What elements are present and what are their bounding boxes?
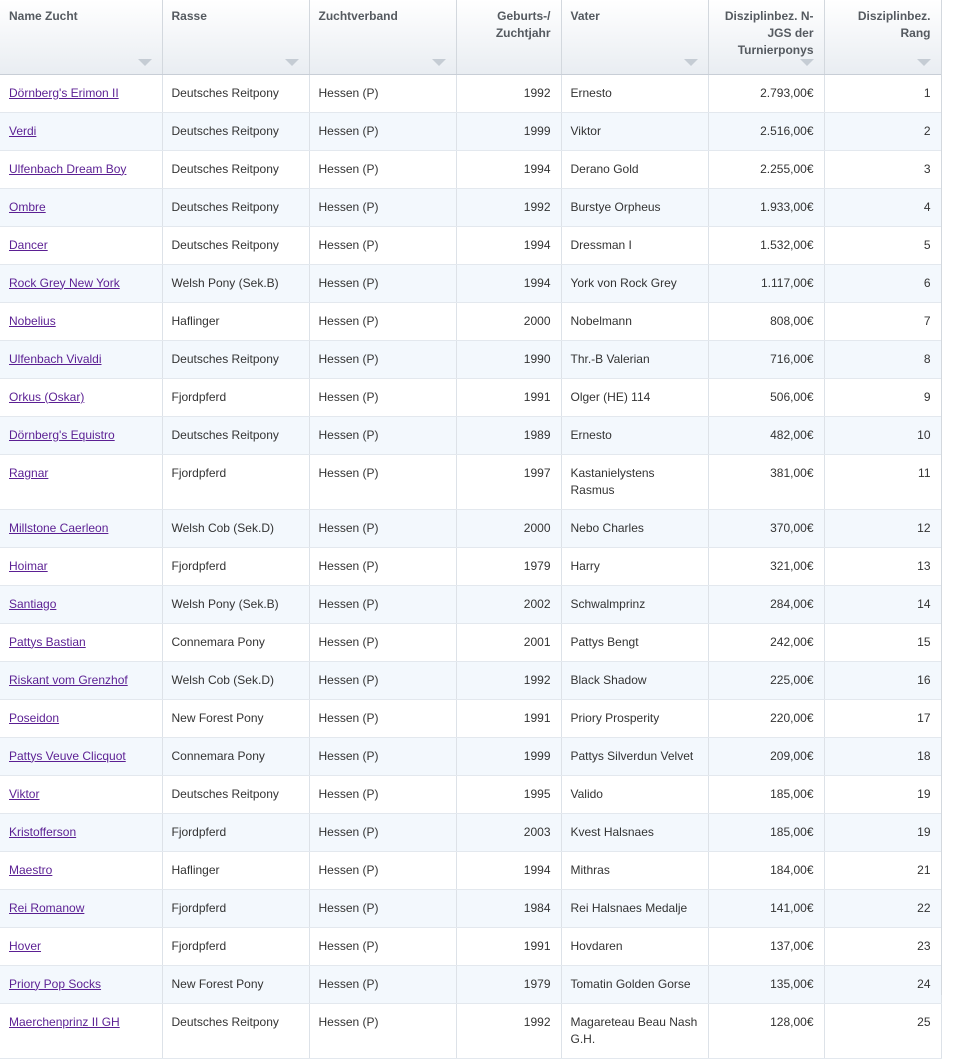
cell-zuchtverband: Hessen (P) [309,965,456,1003]
table-row [0,661,941,699]
cell-rang: 6 [824,264,941,302]
table-row [0,775,941,813]
cell-zuchtverband: Hessen (P) [309,226,456,264]
cell-zuchtverband: Hessen (P) [309,737,456,775]
cell-vater: Burstye Orpheus [561,188,708,226]
table-row [0,927,941,965]
cell-name [0,340,162,378]
cell-name [0,378,162,416]
cell-rasse: Deutsches Reitpony [162,1003,309,1058]
cell-jahr: 1990 [456,340,561,378]
cell-zuchtverband: Hessen (P) [309,889,456,927]
cell-vater: Hovdaren [561,927,708,965]
horse-name-link[interactable]: Millstone Caerleon [9,520,109,535]
horse-name-link[interactable]: Kristofferson [9,824,77,839]
horse-name-link[interactable]: Ragnar [9,465,49,480]
horse-name-link[interactable]: Hover [9,938,42,953]
cell-name [0,851,162,889]
column-header-label: Vater [570,9,600,23]
horse-name-link[interactable]: Nobelius [9,313,56,328]
cell-jahr: 1994 [456,226,561,264]
cell-name [0,965,162,1003]
column-header-betrag[interactable] [708,0,824,74]
cell-jahr: 2000 [456,302,561,340]
horse-name-link[interactable]: Santiago [9,596,57,611]
cell-vater: Harry [561,547,708,585]
column-header-vater[interactable] [561,0,708,74]
cell-name [0,509,162,547]
horse-name-link[interactable]: Priory Pop Socks [9,976,102,991]
cell-jahr: 2001 [456,623,561,661]
cell-vater: Black Shadow [561,661,708,699]
column-header-rasse[interactable] [162,0,309,74]
cell-zuchtverband: Hessen (P) [309,74,456,112]
table-row [0,585,941,623]
cell-betrag: 135,00€ [708,965,824,1003]
horse-name-link[interactable]: Verdi [9,123,37,138]
cell-rang: 12 [824,509,941,547]
cell-rasse: Deutsches Reitpony [162,775,309,813]
cell-rasse: Welsh Pony (Sek.B) [162,264,309,302]
cell-name [0,188,162,226]
table-row [0,150,941,188]
cell-vater: Magareteau Beau Nash G.H. [561,1003,708,1058]
cell-vater: Derano Gold [561,150,708,188]
cell-rang: 16 [824,661,941,699]
cell-jahr: 1995 [456,775,561,813]
cell-rasse: Connemara Pony [162,737,309,775]
cell-name [0,264,162,302]
cell-name [0,699,162,737]
cell-zuchtverband: Hessen (P) [309,264,456,302]
cell-vater: Dressman I [561,226,708,264]
cell-betrag: 128,00€ [708,1003,824,1058]
cell-betrag: 2.793,00€ [708,74,824,112]
cell-zuchtverband: Hessen (P) [309,775,456,813]
horse-name-link[interactable]: Maestro [9,862,53,877]
cell-rang: 17 [824,699,941,737]
sort-dropdown-icon[interactable] [684,59,698,66]
cell-betrag: 321,00€ [708,547,824,585]
horse-name-link[interactable]: Ombre [9,199,46,214]
cell-name [0,547,162,585]
cell-rang: 9 [824,378,941,416]
cell-vater: Nebo Charles [561,509,708,547]
cell-betrag: 220,00€ [708,699,824,737]
cell-name [0,226,162,264]
cell-vater: Nobelmann [561,302,708,340]
cell-zuchtverband: Hessen (P) [309,454,456,509]
cell-rasse: Deutsches Reitpony [162,340,309,378]
table-row [0,340,941,378]
cell-zuchtverband: Hessen (P) [309,302,456,340]
cell-zuchtverband: Hessen (P) [309,340,456,378]
cell-jahr: 1991 [456,699,561,737]
horse-name-link[interactable]: Dörnberg's Equistro [9,427,115,442]
cell-jahr: 1989 [456,416,561,454]
column-header-jahr[interactable] [456,0,561,74]
cell-jahr: 2002 [456,585,561,623]
table-row [0,813,941,851]
cell-betrag: 225,00€ [708,661,824,699]
cell-betrag: 370,00€ [708,509,824,547]
cell-rasse: New Forest Pony [162,965,309,1003]
cell-betrag: 2.516,00€ [708,112,824,150]
cell-jahr: 1999 [456,737,561,775]
horse-name-link[interactable]: Rei Romanow [9,900,85,915]
cell-rasse: Welsh Cob (Sek.D) [162,661,309,699]
cell-rang: 3 [824,150,941,188]
cell-jahr: 1991 [456,378,561,416]
cell-rasse: Fjordpferd [162,927,309,965]
horse-name-link[interactable]: Maerchenprinz II GH [9,1014,120,1029]
cell-rang: 10 [824,416,941,454]
column-header-label: Rasse [171,9,207,23]
cell-betrag: 2.255,00€ [708,150,824,188]
cell-vater: Mithras [561,851,708,889]
cell-name [0,623,162,661]
cell-rasse: Deutsches Reitpony [162,150,309,188]
column-header-label: Name Zucht [9,9,78,23]
cell-zuchtverband: Hessen (P) [309,585,456,623]
cell-vater: Ernesto [561,74,708,112]
cell-vater: Pattys Bengt [561,623,708,661]
cell-betrag: 209,00€ [708,737,824,775]
table-row [0,302,941,340]
cell-vater: Tomatin Golden Gorse [561,965,708,1003]
table-row [0,889,941,927]
cell-jahr: 1994 [456,150,561,188]
cell-jahr: 1999 [456,112,561,150]
table-row [0,74,941,112]
cell-betrag: 185,00€ [708,813,824,851]
cell-jahr: 1994 [456,851,561,889]
cell-vater: Pattys Silverdun Velvet [561,737,708,775]
cell-zuchtverband: Hessen (P) [309,623,456,661]
cell-name [0,889,162,927]
sort-dropdown-icon[interactable] [917,59,931,66]
table-row [0,623,941,661]
cell-betrag: 716,00€ [708,340,824,378]
cell-rasse: Deutsches Reitpony [162,188,309,226]
cell-zuchtverband: Hessen (P) [309,112,456,150]
table-row [0,112,941,150]
cell-rang: 21 [824,851,941,889]
cell-jahr: 1992 [456,188,561,226]
horse-name-link[interactable]: Poseidon [9,710,60,725]
table-row [0,737,941,775]
cell-betrag: 184,00€ [708,851,824,889]
cell-name [0,661,162,699]
cell-vater: Priory Prosperity [561,699,708,737]
cell-rasse: Deutsches Reitpony [162,74,309,112]
cell-betrag: 242,00€ [708,623,824,661]
cell-rasse: Haflinger [162,302,309,340]
cell-name [0,585,162,623]
cell-zuchtverband: Hessen (P) [309,509,456,547]
cell-betrag: 1.933,00€ [708,188,824,226]
cell-zuchtverband: Hessen (P) [309,416,456,454]
cell-rang: 13 [824,547,941,585]
table-body [0,74,941,1058]
cell-betrag: 1.117,00€ [708,264,824,302]
cell-rang: 22 [824,889,941,927]
cell-rang: 15 [824,623,941,661]
column-header-label: Geburts-/ Zuchtjahr [495,9,551,40]
cell-rang: 7 [824,302,941,340]
cell-rasse: Deutsches Reitpony [162,226,309,264]
cell-jahr: 1984 [456,889,561,927]
cell-zuchtverband: Hessen (P) [309,661,456,699]
cell-jahr: 2000 [456,509,561,547]
cell-zuchtverband: Hessen (P) [309,699,456,737]
horse-name-link[interactable]: Viktor [9,786,40,801]
table-row [0,547,941,585]
cell-zuchtverband: Hessen (P) [309,378,456,416]
cell-jahr: 1992 [456,1003,561,1058]
table-row [0,188,941,226]
cell-rasse: Fjordpferd [162,547,309,585]
cell-jahr: 1979 [456,547,561,585]
cell-rasse: Fjordpferd [162,378,309,416]
cell-jahr: 1997 [456,454,561,509]
cell-zuchtverband: Hessen (P) [309,150,456,188]
table-row [0,226,941,264]
cell-name [0,454,162,509]
cell-name [0,1003,162,1058]
horse-name-link[interactable]: Riskant vom Grenzhof [9,672,128,687]
cell-vater: Rei Halsnaes Medalje [561,889,708,927]
table-row [0,851,941,889]
cell-name [0,416,162,454]
cell-jahr: 1979 [456,965,561,1003]
horse-name-link[interactable]: Dörnberg's Erimon II [9,85,119,100]
cell-zuchtverband: Hessen (P) [309,547,456,585]
scrollbar-track[interactable] [941,0,954,995]
column-header-zuchtverband[interactable] [309,0,456,74]
cell-vater: Kvest Halsnaes [561,813,708,851]
table-row [0,454,941,509]
cell-vater: Schwalmprinz [561,585,708,623]
cell-betrag: 137,00€ [708,927,824,965]
cell-vater: Kastanielystens Rasmus [561,454,708,509]
table-header-row [0,0,941,74]
cell-jahr: 1992 [456,74,561,112]
sort-dropdown-icon[interactable] [800,59,814,66]
horse-name-link[interactable]: Ulfenbach Vivaldi [9,351,102,366]
cell-rang: 8 [824,340,941,378]
cell-name [0,775,162,813]
cell-rasse: Fjordpferd [162,813,309,851]
cell-betrag: 381,00€ [708,454,824,509]
cell-zuchtverband: Hessen (P) [309,851,456,889]
cell-rang: 19 [824,775,941,813]
cell-betrag: 506,00€ [708,378,824,416]
cell-rang: 14 [824,585,941,623]
cell-rasse: Welsh Pony (Sek.B) [162,585,309,623]
cell-name [0,927,162,965]
cell-rasse: Deutsches Reitpony [162,112,309,150]
cell-rasse: Fjordpferd [162,454,309,509]
cell-vater: Viktor [561,112,708,150]
cell-jahr: 2003 [456,813,561,851]
cell-betrag: 808,00€ [708,302,824,340]
cell-rasse: Haflinger [162,851,309,889]
cell-vater: Olger (HE) 114 [561,378,708,416]
cell-rang: 24 [824,965,941,1003]
cell-rasse: Welsh Cob (Sek.D) [162,509,309,547]
horse-name-link[interactable]: Orkus (Oskar) [9,389,85,404]
cell-zuchtverband: Hessen (P) [309,1003,456,1058]
cell-vater: Ernesto [561,416,708,454]
horse-name-link[interactable]: Hoimar [9,558,48,573]
cell-rang: 2 [824,112,941,150]
cell-zuchtverband: Hessen (P) [309,927,456,965]
cell-betrag: 284,00€ [708,585,824,623]
column-header-rang[interactable] [824,0,941,74]
cell-name [0,737,162,775]
column-header-label: Disziplinbez. Rang [857,9,931,40]
sort-dropdown-icon[interactable] [432,59,446,66]
table-row [0,509,941,547]
cell-rang: 25 [824,1003,941,1058]
cell-jahr: 1991 [456,927,561,965]
cell-betrag: 1.532,00€ [708,226,824,264]
cell-rasse: Deutsches Reitpony [162,416,309,454]
cell-rang: 23 [824,927,941,965]
cell-rang: 1 [824,74,941,112]
column-header-name[interactable] [0,0,162,74]
sort-dropdown-icon[interactable] [138,59,152,66]
cell-rang: 5 [824,226,941,264]
cell-vater: Valido [561,775,708,813]
cell-betrag: 141,00€ [708,889,824,927]
table-row [0,264,941,302]
cell-vater: Thr.-B Valerian [561,340,708,378]
horse-name-link[interactable]: Pattys Bastian [9,634,86,649]
cell-betrag: 185,00€ [708,775,824,813]
cell-rang: 4 [824,188,941,226]
table-row [0,1003,941,1058]
cell-rang: 18 [824,737,941,775]
cell-zuchtverband: Hessen (P) [309,813,456,851]
cell-jahr: 1994 [456,264,561,302]
column-header-label: Disziplinbez. N-JGS der Turnierponys [724,9,814,57]
horse-name-link[interactable]: Ulfenbach Dream Boy [9,161,127,176]
table-row [0,699,941,737]
cell-jahr: 1992 [456,661,561,699]
cell-name [0,150,162,188]
cell-rang: 11 [824,454,941,509]
horse-name-link[interactable]: Rock Grey New York [9,275,120,290]
column-header-label: Zuchtverband [318,9,398,23]
cell-rasse: Fjordpferd [162,889,309,927]
cell-rasse: New Forest Pony [162,699,309,737]
cell-name [0,112,162,150]
cell-name [0,813,162,851]
horse-name-link[interactable]: Dancer [9,237,48,252]
cell-vater: York von Rock Grey [561,264,708,302]
cell-name [0,74,162,112]
cell-rasse: Connemara Pony [162,623,309,661]
horse-name-link[interactable]: Pattys Veuve Clicquot [9,748,126,763]
cell-name [0,302,162,340]
cell-rang: 19 [824,813,941,851]
sort-dropdown-icon[interactable] [285,59,299,66]
table-row [0,378,941,416]
cell-zuchtverband: Hessen (P) [309,188,456,226]
table-row [0,965,941,1003]
cell-betrag: 482,00€ [708,416,824,454]
table-row [0,416,941,454]
